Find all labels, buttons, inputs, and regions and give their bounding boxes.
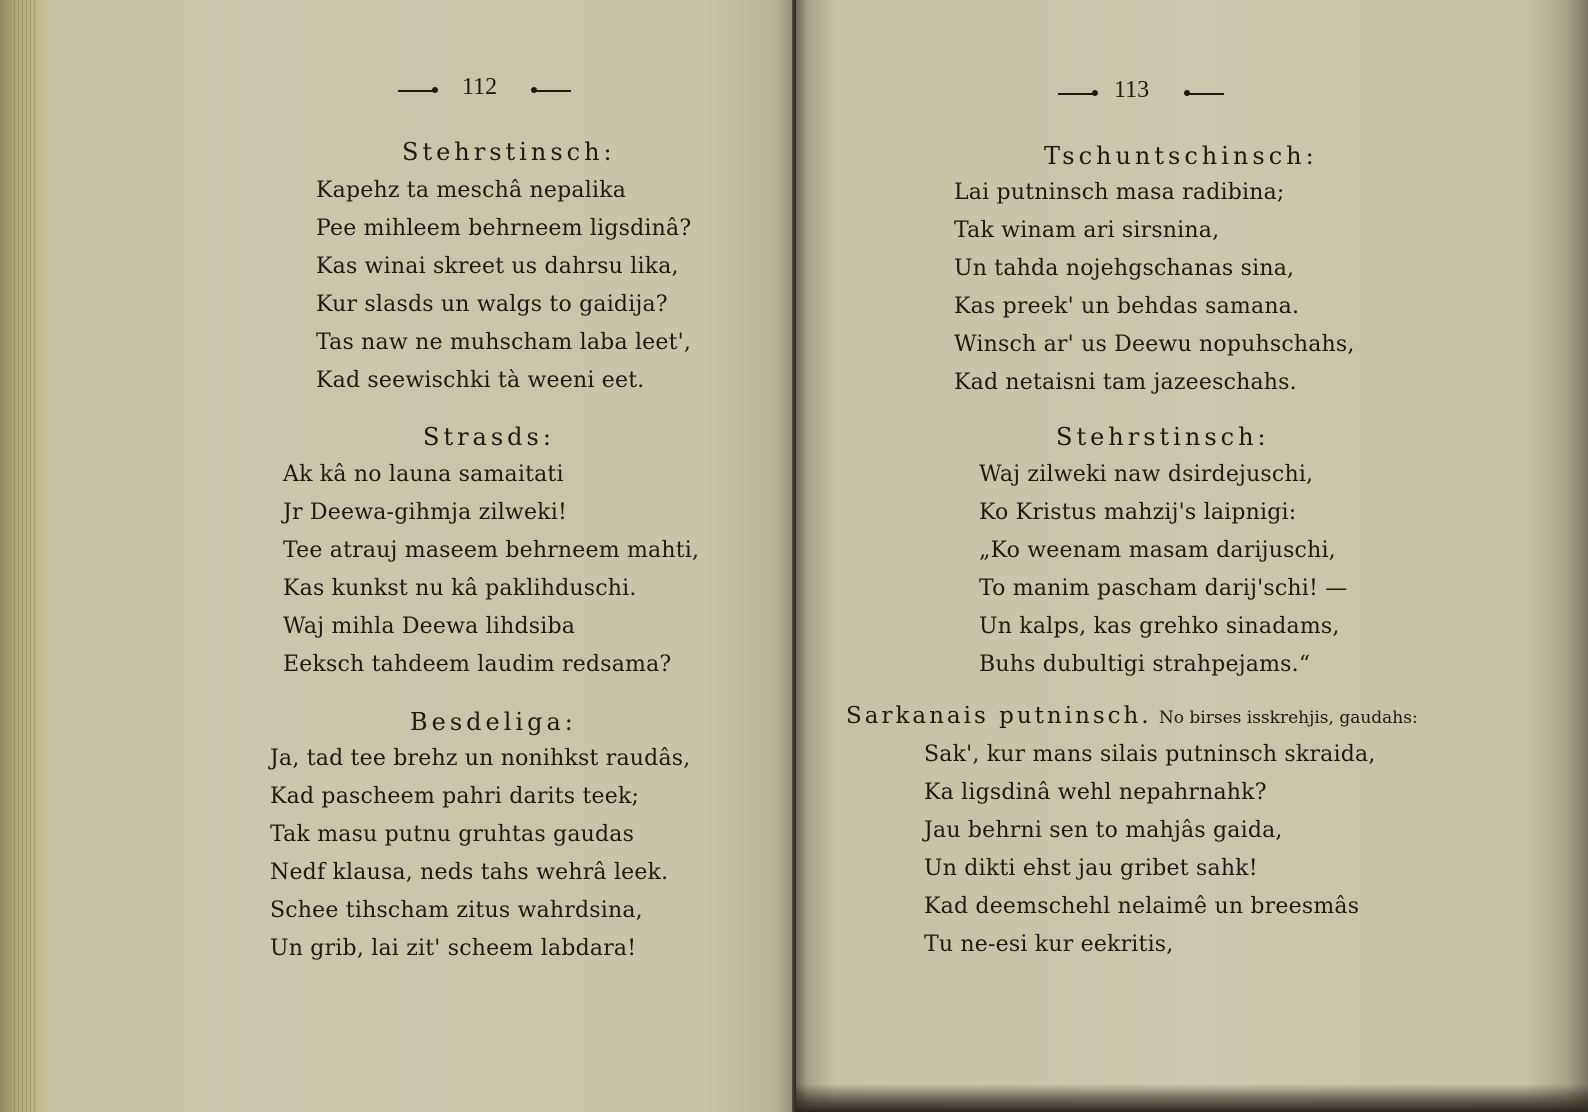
page-edge-lines [14,0,36,1112]
verse-line: Ko Kristus mahzij's laipnigi: [979,500,1297,525]
verse-line: Kur slasds un walgs to gaidija? [316,292,668,317]
verse-line: Pee mihleem behrneem ligsdinâ? [316,216,692,241]
verse-line: Un dikti ehst jau gribet sahk! [924,856,1258,881]
verse-line: To manim pascham darij'schi! — [979,576,1348,601]
verse-line: Kapehz ta meschâ nepalika [316,178,627,203]
verse-line: Kas winai skreet us dahrsu lika, [316,254,679,279]
verse-line: Tu ne-esi kur eekritis, [924,932,1174,957]
verse-line: Kas preek' un behdas samana. [954,294,1300,319]
right-page [796,0,1588,1112]
verse-line: Lai putninsch masa radibina; [954,180,1285,205]
verse-line: Eeksch tahdeem laudim redsama? [283,652,672,677]
page-number-ornament-right [1186,93,1224,95]
speaker-heading: Sarkanais putninsch. [846,703,1152,729]
verse-line: Tak winam ari sirsnina, [954,218,1220,243]
verse-line: Kad pascheem pahri darits teek; [270,784,640,809]
verse-line: Schee tihscham zitus wahrdsina, [270,898,643,923]
verse-line: Tas naw ne muhscham laba leet', [316,330,692,355]
page-number: 112 [462,74,498,100]
verse-line: Ka ligsdinâ wehl nepahrnahk? [924,780,1267,805]
verse-line: Un tahda nojehgschanas sina, [954,256,1295,281]
speaker-heading: Stehrstinsch: [1056,423,1270,451]
verse-line: Waj mihla Deewa lihdsiba [283,614,576,639]
stage-direction: No birses isskrehjis, gaudahs: [1158,708,1418,728]
speaker-heading: Stehrstinsch: [402,138,616,166]
verse-line: Sak', kur mans silais putninsch skraida, [924,742,1376,767]
verse-line: Ja, tad tee brehz un nonihkst raudâs, [270,746,691,771]
verse-line: Kas kunkst nu kâ paklihduschi. [283,576,637,601]
verse-line: „Ko weenam masam darijuschi, [979,538,1336,563]
page-number-ornament-left [398,90,436,92]
page-number-ornament-left [1058,93,1096,95]
page-number-ornament-right [533,90,571,92]
verse-line: Jau behrni sen to mahjâs gaida, [924,818,1283,843]
verse-line: Tee atrauj maseem behrneem mahti, [283,538,700,563]
speaker-heading: Besdeliga: [410,708,577,736]
speaker-with-stage-direction [846,703,1418,729]
verse-line: Winsch ar' us Deewu nopuhschahs, [954,332,1355,357]
verse-line: Un grib, lai zit' scheem labdara! [270,936,637,961]
verse-line: Tak masu putnu gruhtas gaudas [270,822,635,847]
speaker-heading: Tschuntschinsch: [1044,142,1318,170]
verse-line: Buhs dubultigi strahpejams.“ [979,652,1311,677]
verse-line: Kad deemschehl nelaimê un breesmâs [924,894,1360,919]
verse-line: Nedf klausa, neds tahs wehrâ leek. [270,860,669,885]
speaker-heading: Strasds: [423,423,555,451]
page-bottom-shadow [796,1084,1588,1112]
verse-line: Ak kâ no launa samaitati [283,462,564,487]
verse-line: Kad seewischki tà weeni eet. [316,368,645,393]
page-number: 113 [1114,77,1150,103]
verse-line: Un kalps, kas grehko sinadams, [979,614,1340,639]
verse-line: Jr Deewa-gihmja zilweki! [283,500,567,525]
verse-line: Kad netaisni tam jazeeschahs. [954,370,1297,395]
verse-line: Waj zilweki naw dsirdejuschi, [979,462,1314,487]
